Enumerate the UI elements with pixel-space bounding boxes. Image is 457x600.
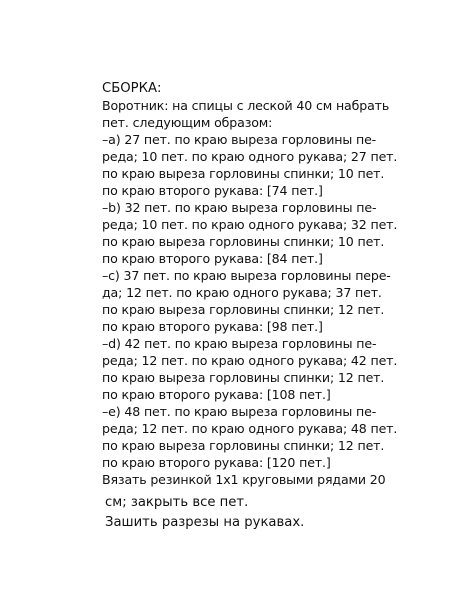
text-line: реда; 10 пет. по краю одного рукава; 27 пет. xyxy=(102,149,398,164)
text-line: –e) 48 пет. по краю выреза горловины пе- xyxy=(102,404,377,419)
text-line: Вязать резинкой 1x1 круговыми рядами 20 xyxy=(102,472,386,487)
text-line: по краю второго рукава: [98 пет.] xyxy=(102,319,323,334)
text-line: реда; 12 пет. по краю одного рукава; 42 пет. xyxy=(102,353,398,368)
text-line: по краю второго рукава: [84 пет.] xyxy=(102,251,323,266)
text-line: по краю выреза горловины спинки; 10 пет. xyxy=(102,234,385,249)
text-line: по краю второго рукава: [120 пет.] xyxy=(102,455,331,470)
text-line: по краю выреза горловины спинки; 10 пет. xyxy=(102,166,385,181)
section-heading: СБОРКА: xyxy=(102,81,162,96)
text-line: –d) 42 пет. по краю выреза горловины пе- xyxy=(102,336,377,351)
text-line: по краю выреза горловины спинки; 12 пет. xyxy=(102,302,385,317)
closing-line: см; закрыть все пет. xyxy=(105,495,249,510)
text-line: по краю второго рукава: [74 пет.] xyxy=(102,183,323,198)
closing-line: Зашить разрезы на рукавах. xyxy=(105,515,305,530)
text-line: по краю выреза горловины спинки; 12 пет. xyxy=(102,370,385,385)
text-line: –a) 27 пет. по краю выреза горловины пе- xyxy=(102,132,377,147)
text-line: по краю выреза горловины спинки; 12 пет. xyxy=(102,438,385,453)
text-line: –b) 32 пет. по краю выреза горловины пе- xyxy=(102,200,377,215)
text-line: –c) 37 пет. по краю выреза горловины пере- xyxy=(102,268,391,283)
text-line: пет. следующим образом: xyxy=(102,115,273,130)
text-line: Воротник: на спицы с леской 40 см набрать xyxy=(102,98,390,113)
text-line: реда; 10 пет. по краю одного рукава; 32 пет. xyxy=(102,217,398,232)
text-line: по краю второго рукава: [108 пет.] xyxy=(102,387,331,402)
text-line: реда; 12 пет. по краю одного рукава; 48 пет. xyxy=(102,421,398,436)
text-line: да; 12 пет. по краю одного рукава; 37 пет. xyxy=(102,285,382,300)
